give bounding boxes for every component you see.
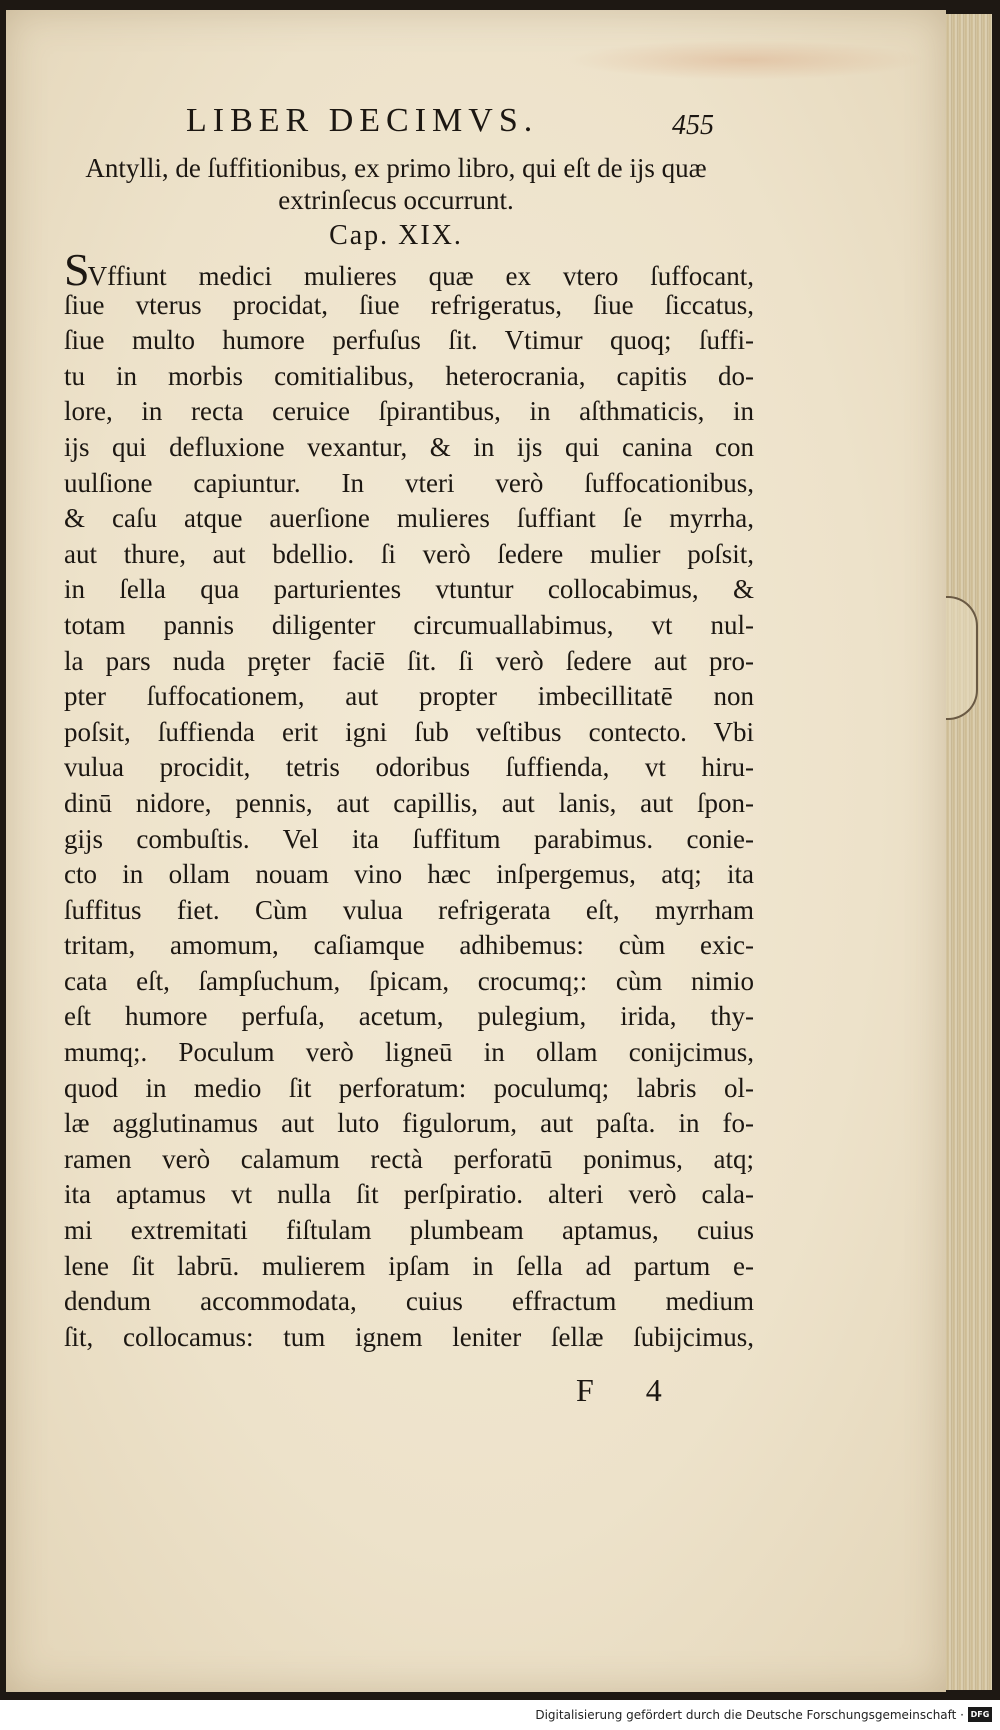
text-line: pter ſuffocationem, aut propter imbecillitatē non xyxy=(64,681,754,712)
text-line: lene ſit labrū. mulierem ipſam in ſella ad partum e- xyxy=(64,1250,754,1281)
text-line: dendum accommodata, cuius effractum medium xyxy=(64,1286,754,1317)
text-line: poſsit, ſuffienda erit igni ſub veſtibus contecto. Vbi xyxy=(64,716,754,747)
first-line-text: Vffiunt medici mulieres quæ ex vtero ſuffocant, xyxy=(87,261,754,291)
text-line-1 xyxy=(64,244,754,295)
text-line: mi extremitati fiſtulam plumbeam aptamus, cuius xyxy=(64,1215,754,1246)
text-line: & caſu atque auerſione mulieres ſuffiant ſe myrrha, xyxy=(64,503,754,534)
text-line: la pars nuda prȩter faciē ſit. ſi verò ſedere aut pro- xyxy=(64,645,754,676)
text-line: ſiue vterus procidat, ſiue refrigeratus, ſiue ſiccatus, xyxy=(64,289,754,320)
body-text xyxy=(64,244,754,1355)
text-line: in ſella qua parturientes vtuntur collocabimus, & xyxy=(64,574,754,605)
text-line: mumq;. Poculum verò ligneū in ollam conijcimus, xyxy=(64,1037,754,1068)
text-line: ita aptamus vt nulla ſit perſpiratio. alteri verò cala- xyxy=(64,1179,754,1210)
chapter-title: Antylli, de ſuffitionibus, ex primo libro, qui eſt de ijs quæ extrinſecus occurrunt. xyxy=(85,153,707,215)
text-line: dinū nidore, pennis, aut capillis, aut lanis, aut ſpon- xyxy=(64,787,754,818)
folio-number: 455 xyxy=(672,110,714,141)
page-fore-edge xyxy=(946,14,992,1690)
text-line: tu in morbis comitialibus, heterocrania, capitis do- xyxy=(64,360,754,391)
text-line: totam pannis diligenter circumuallabimus, vt nul- xyxy=(64,609,754,640)
text-line: ſit, collocamus: tum ignem leniter ſellæ ſubijcimus, xyxy=(64,1321,754,1352)
text-line: cto in ollam nouam vino hæc inſpergemus, atq; ita xyxy=(64,859,754,890)
signature-mark: F 4 xyxy=(576,1372,684,1408)
dfg-logo: DFG xyxy=(968,1707,992,1722)
running-head: LIBER DECIMVS. xyxy=(186,102,539,139)
text-line: ſuffitus fiet. Cùm vulua refrigerata eſt, myrrham xyxy=(64,894,754,925)
text-line: lore, in recta ceruice ſpirantibus, in aſthmaticis, in xyxy=(64,396,754,427)
text-line: tritam, amomum, caſiamque adhibemus: cùm exic- xyxy=(64,930,754,961)
text-line: gijs combuſtis. Vel ita ſuffitum parabimus. conie- xyxy=(64,823,754,854)
text-line: ſiue multo humore perfuſus ſit. Vtimur quoq; ſuffi- xyxy=(64,325,754,356)
text-line: vulua procidit, tetris odoribus ſuffienda, vt hiru- xyxy=(64,752,754,783)
dropcap: S xyxy=(64,244,88,295)
text-line: eſt humore perfuſa, acetum, pulegium, irida, thy- xyxy=(64,1001,754,1032)
chapter-number: Cap. XIX. xyxy=(329,220,463,251)
text-line: uulſione capiuntur. In vteri verò ſuffocationibus, xyxy=(64,467,754,498)
text-line: aut thure, aut bdellio. ſi verò ſedere mulier poſsit, xyxy=(64,538,754,569)
text-line: ramen verò calamum rectà perforatū ponimus, atq; xyxy=(64,1143,754,1174)
page-clasp xyxy=(946,596,978,720)
text-line: læ agglutinamus aut luto figulorum, aut paſta. in fo- xyxy=(64,1108,754,1139)
text-line: ijs qui defluxione vexantur, & in ijs qui canina con xyxy=(64,431,754,462)
page-stain xyxy=(566,40,926,80)
text-line: quod in medio ſit perforatum: poculumq; labris ol- xyxy=(64,1072,754,1103)
footer-credit: Digitalisierung gefördert durch die Deutsche Forschungsgemeinschaft · xyxy=(535,1708,964,1722)
book-page xyxy=(6,10,946,1692)
text-line: cata eſt, ſampſuchum, ſpicam, crocumq;: cùm nimio xyxy=(64,965,754,996)
